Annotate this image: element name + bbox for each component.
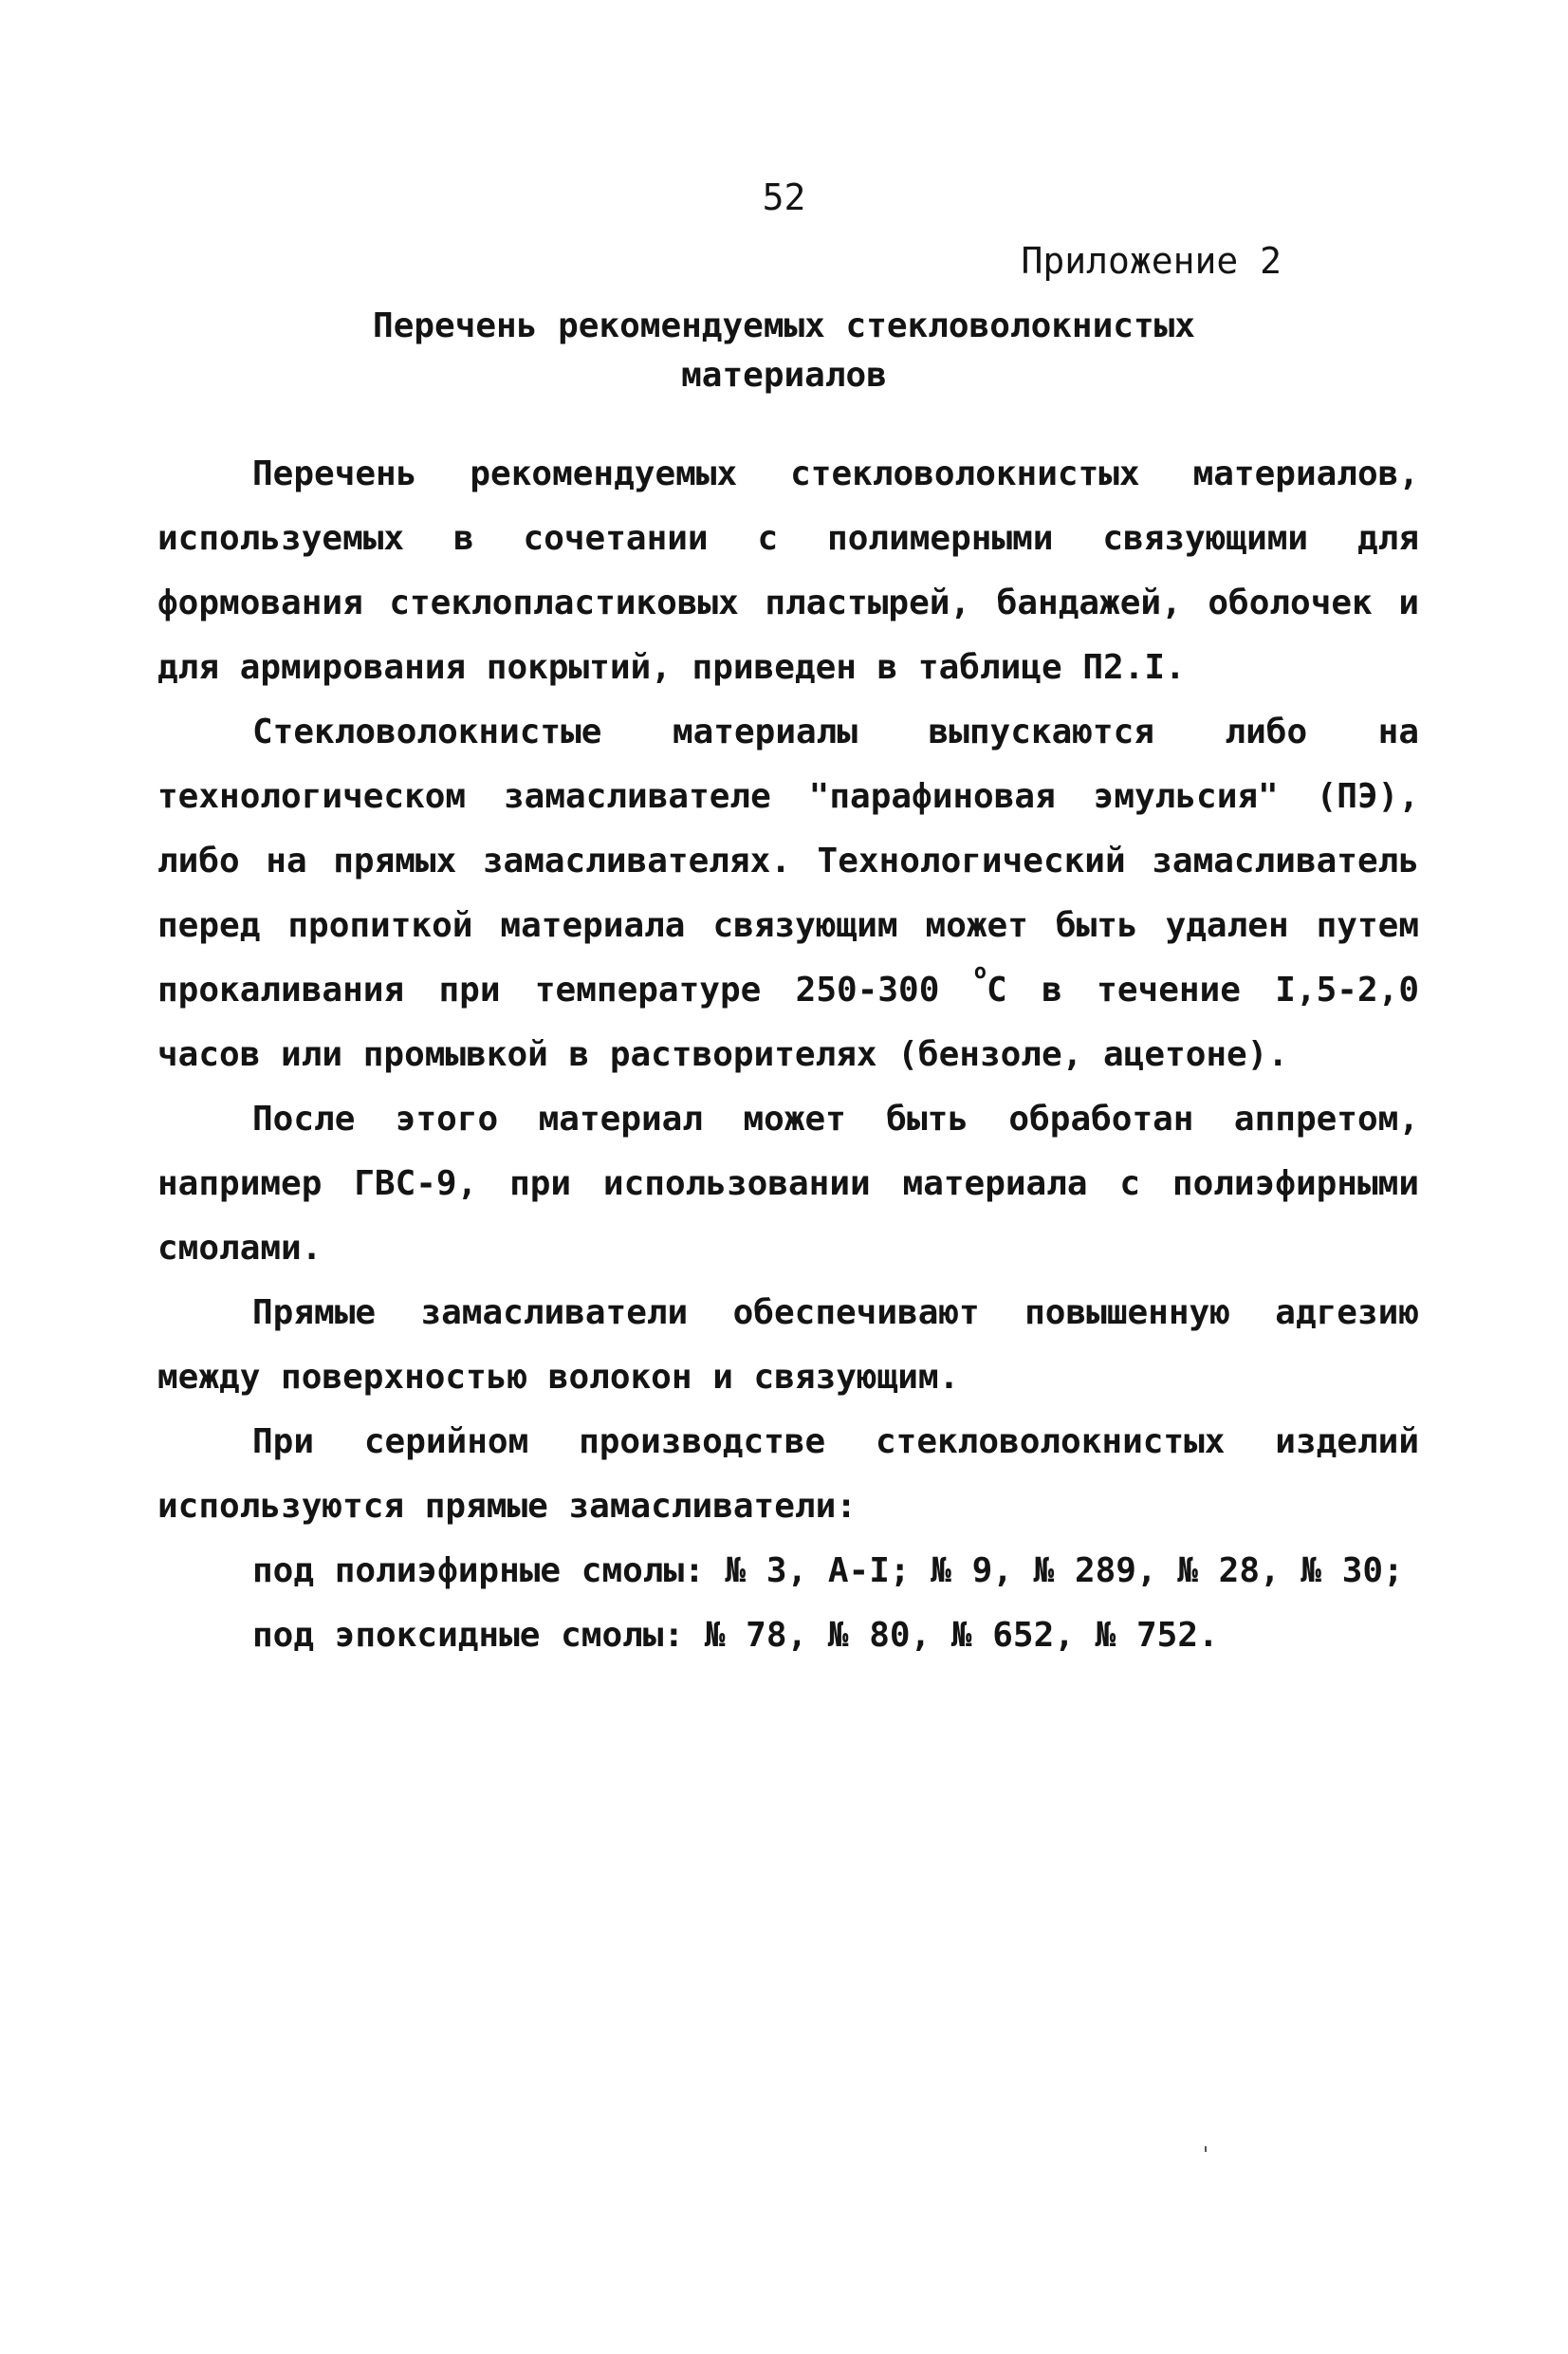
paragraph-1: Перечень рекомендуемых стекловолокнистых материалов, используемых в сочетании с полимерными связующими для формования стеклопластиковых пластырей, бандажей, оболочек и для армирования покрытий, приведен в таблице П2.I. — [157, 454, 1419, 687]
appendix-label: Приложение 2 — [1021, 240, 1282, 282]
paragraph-2-text-a: Стекловолокнистые материалы выпускаются либо на технологическом замасливателе "парафиновая эмульсия" (ПЭ), либо на прямых замасливателях. Технологический замасливатель перед пропиткой материала связующим может быть удален путем прокаливания при температуре 250-300 — [157, 713, 1419, 1010]
sizing-list-epoxy: под эпоксидные смолы: № 78, № 80, № 652, № 752. — [252, 1616, 1219, 1655]
paragraph-2 — [157, 700, 1419, 1087]
body-text — [157, 442, 1419, 1668]
sizing-list-polyester: под полиэфирные смолы: № 3, А-I; № 9, № 289, № 28, № 30; — [252, 1551, 1404, 1590]
degree-superscript: о — [973, 960, 987, 984]
paragraph-5: При серийном производстве стекловолокнистых изделий используются прямые замасливатели: — [157, 1422, 1419, 1526]
page-number: 52 — [762, 176, 806, 218]
title-line-1: Перечень рекомендуемых стекловолокнистых — [373, 306, 1195, 345]
paragraph-2-text-b: С в течение I,5-2,0 часов или промывкой в растворителях (бензоле, ацетоне). — [157, 971, 1419, 1074]
paragraph-3: После этого материал может быть обработан аппретом, например ГВС-9, при использовании материала с полиэфирными смолами. — [157, 1100, 1419, 1268]
document-title — [0, 302, 1568, 400]
scan-artifact-mark — [1205, 2146, 1207, 2152]
title-line-2: материалов — [681, 356, 887, 395]
paragraph-4: Прямые замасливатели обеспечивают повышенную адгезию между поверхностью волокон и связующим. — [157, 1293, 1419, 1397]
